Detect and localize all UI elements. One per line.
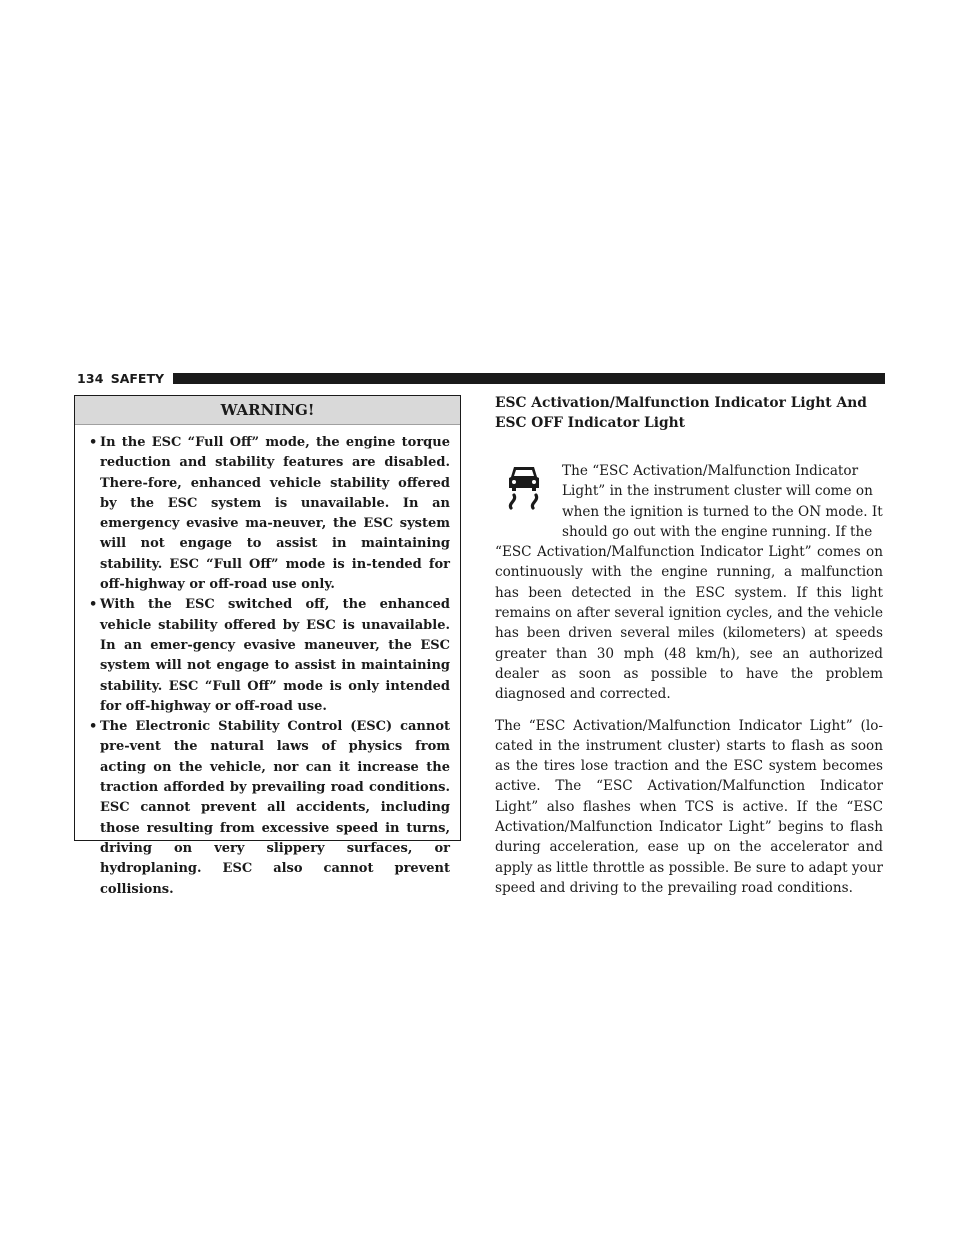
text-line: Light” in the instrument cluster will come on [562,483,873,500]
warning-list [75,425,460,900]
text-line: The “ESC Activation/Malfunction Indicator [562,463,859,479]
warning-item-text: The Electronic Stability Control (ESC) cannot pre-vent the natural laws of physics from acting on the vehicle, nor can it increase the traction afforded by prevailing road conditions. ESC cannot prevent all accidents, including those resulting from excessive speed in turns, driving on very slippery surfaces, or hydroplaning. ESC also cannot prevent collisions. [100,719,450,897]
section-heading [495,393,883,433]
header-rule [173,373,885,384]
text-line: when the ignition is turned to the ON mode. It [562,503,883,520]
esc-indicator-section [495,393,883,898]
intro-paragraph-block [495,461,883,705]
section-heading-line-2: ESC OFF Indicator Light [495,415,686,431]
paragraph-2: The “ESC Activation/Malfunction Indicator Light” (lo-cated in the instrument cluster) starts to flash as soon as the tires lose traction and the ESC system becomes active. The “ESC Activation/Malfunction Indicator Light” also flashes when TCS is active. If the “ESC Activation/Malfunction Indicator Light” begins to flash during acceleration, ease up on the accelerator and apply as little throttle as possible. Be sure to adapt your speed and driving to the prevailing road conditions. [495,717,883,896]
warning-item [89,433,450,595]
warning-box [74,395,461,897]
warning-item-text: With the ESC switched off, the enhanced vehicle stability offered by ESC is unavailable. In an emer-gency evasive maneuver, the ESC system will not engage to assist in maintaining stability. ESC “Full Off” mode is only intended for off-highway or off-road use. [100,597,450,714]
bullet-icon: • [89,719,98,735]
section-heading-line-1: ESC Activation/Malfunction Indicator Light And [495,395,867,411]
esc-skid-car-icon [505,463,543,511]
page-number: 134 [77,370,104,386]
text-line: should go out with the engine running. If the [562,523,873,540]
section-title: SAFETY [110,370,165,386]
bullet-icon: • [89,597,98,613]
paragraph-1-continued: “ESC Activation/Malfunction Indicator Light” comes on continuously with the engine running, a malfunction has been detected in the ESC system. If this light remains on after several ignition cycles, and the vehicle has been driven several miles (kilometers) at speeds greater than 30 mph (48 km/h), see an authorized dealer as soon as possible to have the problem diagnosed and corrected. [495,544,883,703]
bullet-icon: • [89,435,98,450]
paragraph-1 [495,461,883,705]
warning-item [89,717,450,900]
warning-item [89,595,450,717]
page-header [77,368,885,388]
warning-item-text: In the ESC “Full Off” mode, the engine torque reduction and stability features are disabled. There-fore, enhanced vehicle stability offered by the ESC system is unavailable. In an emergency evasive ma-neuver, the ESC system will not engage to assist in maintaining stability. ESC “Full Off” mode is in-tended for off-highway or off-road use only. [100,435,450,593]
warning-title: WARNING! [75,396,460,425]
